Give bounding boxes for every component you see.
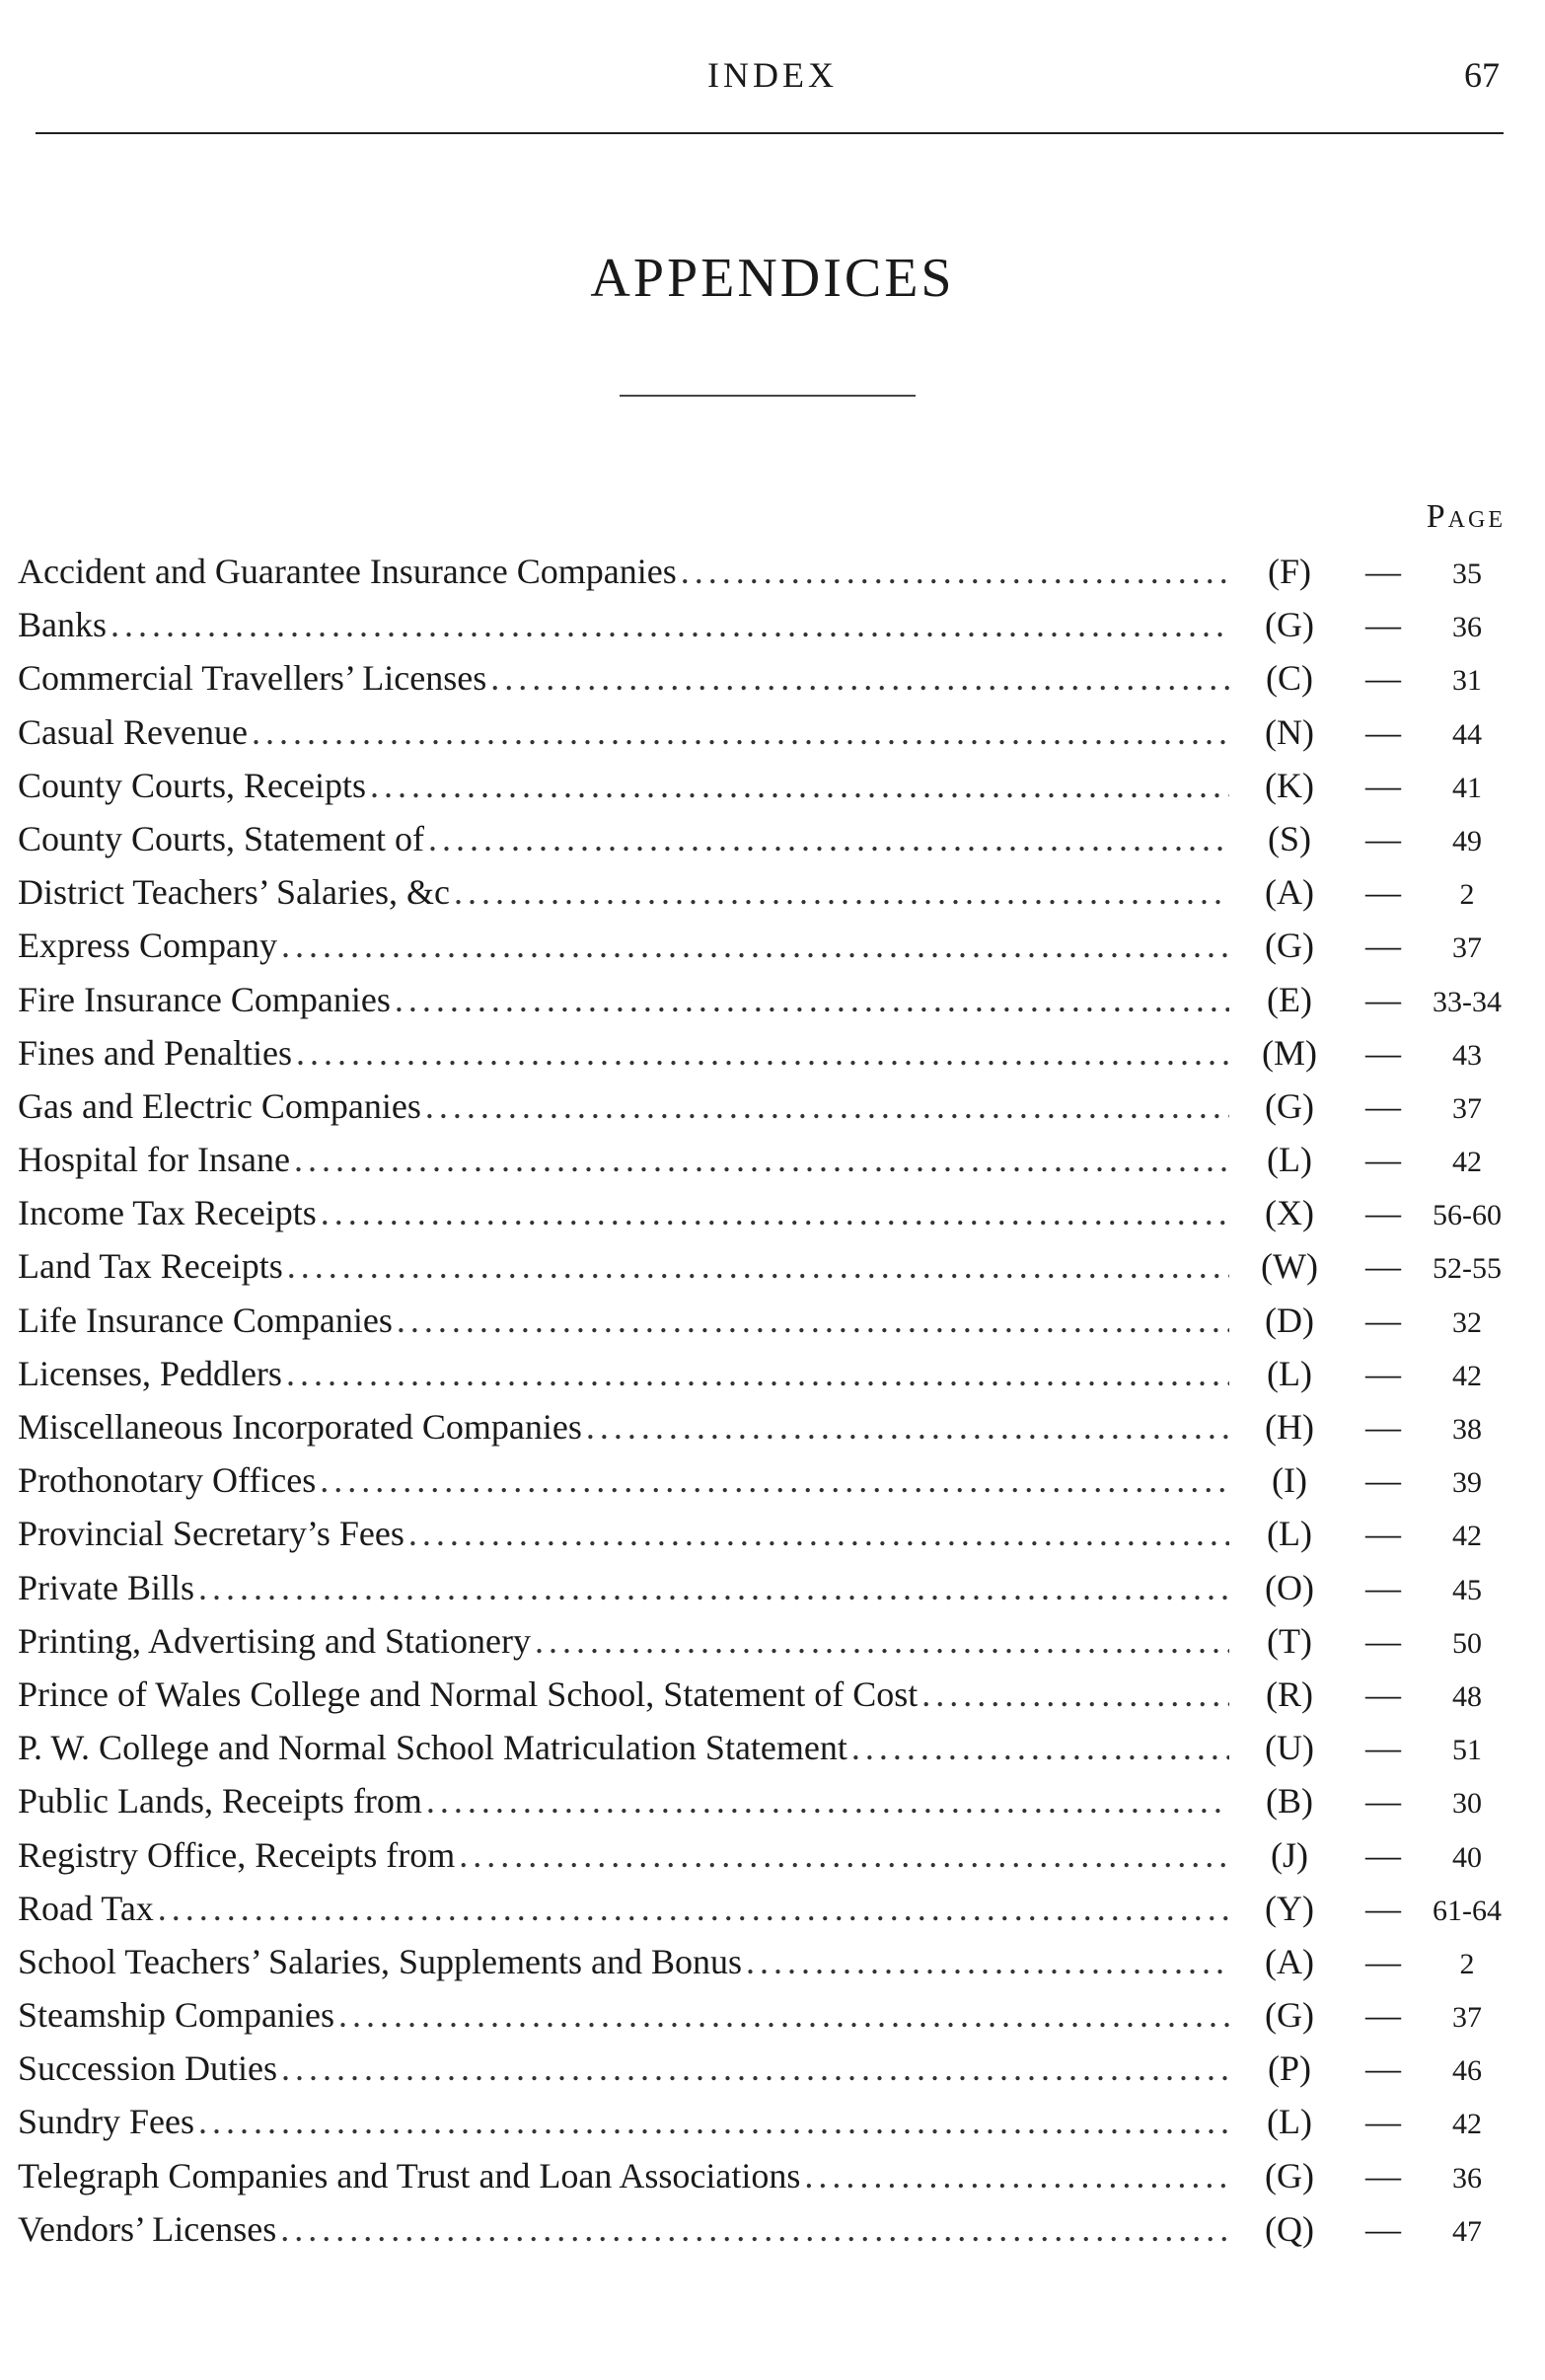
entry-page-number: 49 bbox=[1452, 824, 1482, 857]
entry-appendix-letter: (U) bbox=[1265, 1728, 1314, 1768]
dot-leader bbox=[428, 812, 1229, 865]
entry-appendix-letter: (M) bbox=[1262, 1032, 1317, 1073]
entry-page-number: 37 bbox=[1452, 2001, 1482, 2035]
index-entry bbox=[18, 1774, 1511, 1827]
entry-label: Licenses, Peddlers bbox=[18, 1353, 282, 1393]
entry-dash: — bbox=[1365, 1781, 1401, 1822]
dot-leader bbox=[397, 1294, 1229, 1347]
entry-label: Prothonotary Offices bbox=[18, 1460, 317, 1501]
index-entry bbox=[18, 1186, 1511, 1239]
entry-label: Telegraph Companies and Trust and Loan Associations bbox=[18, 2155, 801, 2195]
index-entry bbox=[18, 1079, 1511, 1133]
entry-dash: — bbox=[1365, 1514, 1401, 1554]
entry-page-number: 30 bbox=[1452, 1787, 1482, 1821]
dot-leader bbox=[395, 973, 1229, 1026]
entry-dash: — bbox=[1365, 1567, 1401, 1607]
entry-dash: — bbox=[1365, 1834, 1401, 1875]
entry-page-number: 2 bbox=[1459, 878, 1475, 912]
entry-dash: — bbox=[1365, 2102, 1401, 2142]
index-entry bbox=[18, 598, 1511, 651]
dot-leader bbox=[158, 1882, 1229, 1935]
entry-page-number: 42 bbox=[1452, 2108, 1482, 2141]
entry-page-number: 39 bbox=[1452, 1466, 1482, 1500]
entry-appendix-letter: (Q) bbox=[1265, 2208, 1314, 2249]
entry-dash: — bbox=[1365, 818, 1401, 858]
index-entry bbox=[18, 812, 1511, 865]
entry-label: Accident and Guarantee Insurance Companies bbox=[18, 552, 677, 591]
entry-label: County Courts, Receipts bbox=[18, 765, 366, 805]
entry-label: District Teachers’ Salaries, &c bbox=[18, 872, 450, 913]
entry-label: Registry Office, Receipts from bbox=[18, 1834, 456, 1875]
entry-page-number: 42 bbox=[1452, 1520, 1482, 1553]
index-entry bbox=[18, 759, 1511, 812]
entry-page-number: 51 bbox=[1452, 1734, 1482, 1767]
entry-page-number: 37 bbox=[1452, 1091, 1482, 1125]
index-entry bbox=[18, 919, 1511, 972]
entry-label: Sundry Fees bbox=[18, 2102, 194, 2142]
entry-dash: — bbox=[1365, 658, 1401, 699]
running-head bbox=[0, 54, 1545, 104]
dot-leader bbox=[851, 1721, 1229, 1774]
entry-dash: — bbox=[1365, 1353, 1401, 1393]
entry-appendix-letter: (F) bbox=[1268, 552, 1311, 591]
index-list bbox=[18, 545, 1511, 2256]
entry-page-number: 50 bbox=[1452, 1626, 1482, 1660]
entry-label: Life Insurance Companies bbox=[18, 1300, 393, 1340]
dot-leader bbox=[425, 1079, 1229, 1133]
entry-label: County Courts, Statement of bbox=[18, 818, 424, 858]
entry-page-number: 52-55 bbox=[1433, 1252, 1502, 1286]
entry-appendix-letter: (W) bbox=[1261, 1246, 1318, 1287]
entry-appendix-letter: (L) bbox=[1267, 1514, 1312, 1554]
entry-dash: — bbox=[1365, 1941, 1401, 1981]
entry-label: Succession Duties bbox=[18, 2048, 277, 2089]
dot-leader bbox=[681, 545, 1229, 598]
entry-label: Road Tax bbox=[18, 1888, 154, 1928]
entry-page-number: 48 bbox=[1452, 1679, 1482, 1713]
entry-label: Public Lands, Receipts from bbox=[18, 1781, 422, 1822]
entry-label: P. W. College and Normal School Matriculation Statement bbox=[18, 1728, 847, 1768]
entry-appendix-letter: (G) bbox=[1265, 926, 1314, 966]
dot-leader bbox=[746, 1935, 1229, 1988]
dot-leader bbox=[408, 1507, 1229, 1560]
dot-leader bbox=[296, 1026, 1229, 1079]
dot-leader bbox=[198, 2095, 1229, 2148]
entry-appendix-letter: (J) bbox=[1271, 1834, 1308, 1875]
entry-appendix-letter: (A) bbox=[1265, 872, 1314, 913]
entry-label: Prince of Wales College and Normal School, Statement of Cost bbox=[18, 1673, 919, 1714]
page-column-heading: Page bbox=[1426, 498, 1506, 535]
page-title: APPENDICES bbox=[590, 248, 955, 309]
entry-dash: — bbox=[1365, 1246, 1401, 1287]
entry-appendix-letter: (T) bbox=[1267, 1620, 1312, 1661]
index-entry bbox=[18, 1400, 1511, 1453]
entry-appendix-letter: (G) bbox=[1265, 2155, 1314, 2195]
entry-dash: — bbox=[1365, 2155, 1401, 2195]
entry-label: School Teachers’ Salaries, Supplements and Bonus bbox=[18, 1941, 743, 1981]
index-entry bbox=[18, 2095, 1511, 2148]
index-entry bbox=[18, 2202, 1511, 2256]
entry-label: Casual Revenue bbox=[18, 711, 248, 752]
entry-appendix-letter: (I) bbox=[1272, 1460, 1307, 1501]
entry-label: Fire Insurance Companies bbox=[18, 979, 391, 1019]
dot-leader bbox=[490, 651, 1229, 705]
dot-leader bbox=[110, 598, 1229, 651]
entry-appendix-letter: (G) bbox=[1265, 1085, 1314, 1126]
index-entry bbox=[18, 1239, 1511, 1293]
entry-page-number: 44 bbox=[1452, 717, 1482, 751]
running-head-title: INDEX bbox=[707, 55, 838, 95]
entry-label: Printing, Advertising and Stationery bbox=[18, 1620, 531, 1661]
entry-page-number: 41 bbox=[1452, 771, 1482, 804]
dot-leader bbox=[320, 1453, 1229, 1507]
dot-leader bbox=[459, 1828, 1229, 1882]
dot-leader bbox=[281, 2042, 1229, 2095]
entry-label: Banks bbox=[18, 605, 107, 645]
entry-appendix-letter: (P) bbox=[1268, 2048, 1311, 2089]
dot-leader bbox=[294, 1133, 1229, 1186]
entry-appendix-letter: (B) bbox=[1266, 1781, 1313, 1822]
index-entry bbox=[18, 2149, 1511, 2202]
entry-page-number: 45 bbox=[1452, 1573, 1482, 1606]
entry-dash: — bbox=[1365, 2208, 1401, 2249]
entry-dash: — bbox=[1365, 1620, 1401, 1661]
index-entry bbox=[18, 865, 1511, 919]
index-entry bbox=[18, 1882, 1511, 1935]
entry-label: Steamship Companies bbox=[18, 1995, 334, 2036]
entry-dash: — bbox=[1365, 1673, 1401, 1714]
entry-dash: — bbox=[1365, 552, 1401, 591]
entry-page-number: 42 bbox=[1452, 1359, 1482, 1392]
index-entry bbox=[18, 1507, 1511, 1560]
entry-dash: — bbox=[1365, 765, 1401, 805]
entry-appendix-letter: (D) bbox=[1265, 1300, 1314, 1340]
dot-leader bbox=[321, 1186, 1229, 1239]
entry-page-number: 42 bbox=[1452, 1146, 1482, 1179]
entry-appendix-letter: (G) bbox=[1265, 1995, 1314, 2036]
entry-label: Express Company bbox=[18, 926, 277, 966]
entry-dash: — bbox=[1365, 979, 1401, 1019]
dot-leader bbox=[804, 2149, 1229, 2202]
entry-label: Provincial Secretary’s Fees bbox=[18, 1514, 405, 1554]
entry-dash: — bbox=[1365, 872, 1401, 913]
entry-appendix-letter: (E) bbox=[1267, 979, 1312, 1019]
entry-page-number: 35 bbox=[1452, 558, 1482, 590]
dot-leader bbox=[921, 1668, 1229, 1721]
entry-appendix-letter: (L) bbox=[1267, 1140, 1312, 1180]
entry-label: Vendors’ Licenses bbox=[18, 2208, 277, 2249]
entry-dash: — bbox=[1365, 1995, 1401, 2036]
entry-page-number: 37 bbox=[1452, 931, 1482, 965]
dot-leader bbox=[286, 1347, 1229, 1400]
dot-leader bbox=[454, 865, 1229, 919]
entry-dash: — bbox=[1365, 926, 1401, 966]
index-entry bbox=[18, 2042, 1511, 2095]
dot-leader bbox=[252, 706, 1229, 759]
index-entry bbox=[18, 706, 1511, 759]
header-rule bbox=[36, 132, 1504, 134]
entry-appendix-letter: (Y) bbox=[1265, 1888, 1314, 1928]
dot-leader bbox=[338, 1988, 1229, 2042]
entry-appendix-letter: (K) bbox=[1265, 765, 1314, 805]
entry-dash: — bbox=[1365, 1140, 1401, 1180]
dot-leader bbox=[426, 1774, 1229, 1827]
entry-page-number: 47 bbox=[1452, 2214, 1482, 2248]
dot-leader bbox=[586, 1400, 1229, 1453]
entry-appendix-letter: (G) bbox=[1265, 605, 1314, 645]
entry-label: Private Bills bbox=[18, 1567, 194, 1607]
entry-page-number: 2 bbox=[1459, 1947, 1475, 1980]
entry-dash: — bbox=[1365, 1032, 1401, 1073]
entry-label: Hospital for Insane bbox=[18, 1140, 290, 1180]
index-entry bbox=[18, 1935, 1511, 1988]
entry-appendix-letter: (N) bbox=[1265, 711, 1314, 752]
dot-leader bbox=[287, 1239, 1229, 1293]
entry-dash: — bbox=[1365, 605, 1401, 645]
entry-appendix-letter: (O) bbox=[1265, 1567, 1314, 1607]
index-entry bbox=[18, 1721, 1511, 1774]
entry-dash: — bbox=[1365, 1193, 1401, 1233]
index-entry bbox=[18, 1294, 1511, 1347]
entry-dash: — bbox=[1365, 711, 1401, 752]
entry-page-number: 61-64 bbox=[1433, 1894, 1502, 1927]
entry-appendix-letter: (S) bbox=[1268, 818, 1311, 858]
entry-dash: — bbox=[1365, 2048, 1401, 2089]
entry-dash: — bbox=[1365, 1085, 1401, 1126]
index-entry bbox=[18, 1026, 1511, 1079]
entry-page-number: 56-60 bbox=[1433, 1199, 1502, 1232]
entry-page-number: 32 bbox=[1452, 1305, 1482, 1339]
entry-label: Fines and Penalties bbox=[18, 1032, 292, 1073]
dot-leader bbox=[370, 759, 1229, 812]
index-entry bbox=[18, 545, 1511, 598]
dot-leader bbox=[535, 1614, 1229, 1668]
dot-leader bbox=[198, 1561, 1229, 1614]
entry-page-number: 38 bbox=[1452, 1413, 1482, 1446]
dot-leader bbox=[281, 919, 1229, 972]
entry-appendix-letter: (C) bbox=[1266, 658, 1313, 699]
entry-page-number: 36 bbox=[1452, 2161, 1482, 2194]
index-entry bbox=[18, 1133, 1511, 1186]
entry-page-number: 40 bbox=[1452, 1840, 1482, 1874]
entry-appendix-letter: (L) bbox=[1267, 2102, 1312, 2142]
entry-dash: — bbox=[1365, 1460, 1401, 1501]
entry-appendix-letter: (H) bbox=[1265, 1407, 1314, 1447]
entry-appendix-letter: (L) bbox=[1267, 1353, 1312, 1393]
entry-page-number: 31 bbox=[1452, 664, 1482, 698]
title-rule bbox=[620, 395, 916, 397]
entry-dash: — bbox=[1365, 1888, 1401, 1928]
entry-page-number: 46 bbox=[1452, 2054, 1482, 2088]
entry-page-number: 33-34 bbox=[1433, 985, 1502, 1018]
page-number: 67 bbox=[1464, 55, 1500, 95]
entry-dash: — bbox=[1365, 1728, 1401, 1768]
entry-page-number: 36 bbox=[1452, 611, 1482, 644]
entry-label: Gas and Electric Companies bbox=[18, 1085, 421, 1126]
entry-label: Commercial Travellers’ Licenses bbox=[18, 658, 487, 699]
entry-page-number: 43 bbox=[1452, 1038, 1482, 1072]
entry-dash: — bbox=[1365, 1300, 1401, 1340]
entry-label: Miscellaneous Incorporated Companies bbox=[18, 1407, 582, 1447]
entry-appendix-letter: (A) bbox=[1265, 1941, 1314, 1981]
index-entry bbox=[18, 1988, 1511, 2042]
index-entry bbox=[18, 651, 1511, 705]
entry-appendix-letter: (R) bbox=[1266, 1673, 1313, 1714]
index-entry bbox=[18, 1668, 1511, 1721]
index-entry bbox=[18, 1347, 1511, 1400]
index-entry bbox=[18, 1614, 1511, 1668]
index-entry bbox=[18, 973, 1511, 1026]
index-entry bbox=[18, 1453, 1511, 1507]
entry-label: Land Tax Receipts bbox=[18, 1246, 283, 1287]
entry-appendix-letter: (X) bbox=[1265, 1193, 1314, 1233]
index-entry bbox=[18, 1828, 1511, 1882]
dot-leader bbox=[280, 2202, 1229, 2256]
index-entry bbox=[18, 1561, 1511, 1614]
entry-label: Income Tax Receipts bbox=[18, 1193, 317, 1233]
entry-dash: — bbox=[1365, 1407, 1401, 1447]
